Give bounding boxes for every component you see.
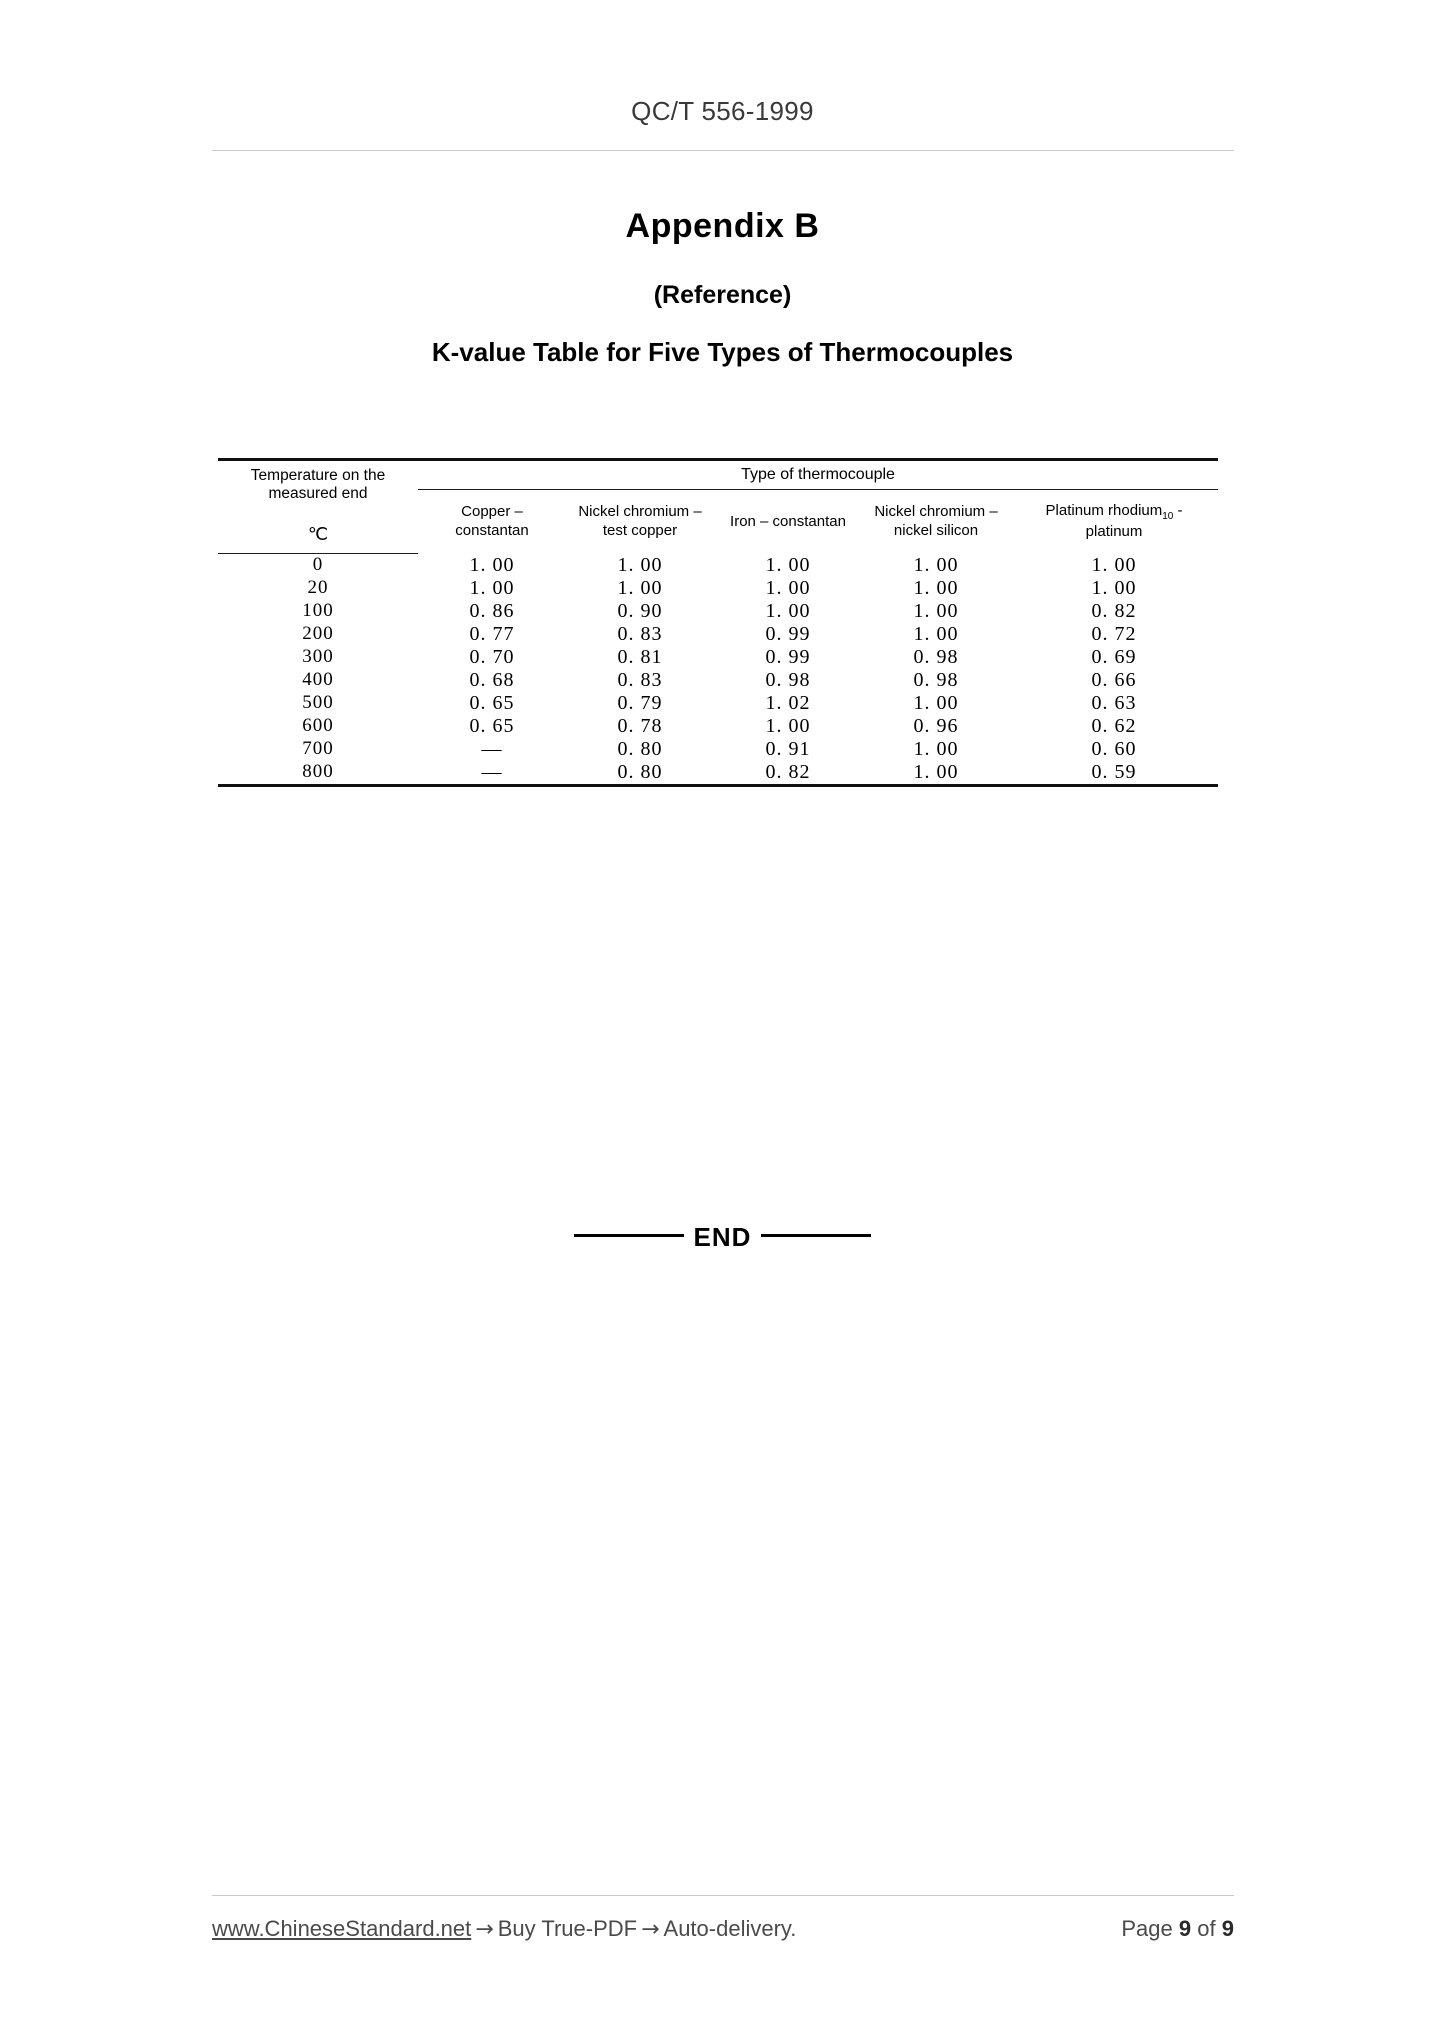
cell-value: 0. 91 bbox=[765, 737, 811, 760]
cell-value: 0. 60 bbox=[1091, 737, 1137, 760]
table-row bbox=[218, 669, 1218, 692]
footer-divider bbox=[212, 1895, 1234, 1896]
cell-value: 1. 00 bbox=[913, 737, 959, 760]
cell-value: 0. 82 bbox=[765, 760, 811, 783]
appendix-reference-label: (Reference) bbox=[653, 281, 792, 309]
end-marker bbox=[0, 1222, 1445, 1253]
arrow-icon-2: → bbox=[641, 1917, 660, 1942]
cell-value: 0. 68 bbox=[469, 668, 515, 691]
cell-temperature: 600 bbox=[302, 715, 334, 736]
cell-value: 0. 66 bbox=[1091, 668, 1137, 691]
cell-value: 1. 00 bbox=[1091, 553, 1137, 576]
cell-value: 0. 98 bbox=[913, 668, 959, 691]
page-header-standard-number: QC/T 556-1999 bbox=[631, 96, 814, 126]
cell-value: 0. 62 bbox=[1091, 714, 1137, 737]
corner-unit-label: ℃ bbox=[307, 524, 329, 544]
cell-value: 0. 69 bbox=[1091, 645, 1137, 668]
cell-value: 1. 00 bbox=[913, 599, 959, 622]
cell-value: 1. 00 bbox=[469, 576, 515, 599]
cell-value: 0. 98 bbox=[913, 645, 959, 668]
cell-value: 0. 80 bbox=[617, 760, 663, 783]
kvalue-table-container bbox=[218, 458, 1218, 787]
cell-value: 1. 00 bbox=[913, 622, 959, 645]
table-corner-cell bbox=[218, 461, 418, 554]
cell-value: 1. 00 bbox=[913, 760, 959, 783]
cell-value: 0. 99 bbox=[765, 622, 811, 645]
page-total: 9 bbox=[1221, 1916, 1234, 1941]
chinese-standard-link[interactable]: www.ChineseStandard.net bbox=[212, 1916, 472, 1941]
thermocouple-type-group-header: Type of thermocouple bbox=[418, 461, 1218, 490]
corner-temperature-label: Temperature on the measured end bbox=[250, 467, 386, 502]
cell-temperature: 500 bbox=[302, 692, 334, 713]
table-row bbox=[218, 577, 1218, 600]
cell-temperature: 0 bbox=[312, 554, 324, 576]
column-header-nickel-chromium-nickel-silicon: Nickel chromium – nickel silicon bbox=[874, 503, 998, 539]
cell-value: 0. 78 bbox=[617, 714, 663, 737]
table-title: K-value Table for Five Types of Thermocouples bbox=[431, 337, 1014, 367]
table-row bbox=[218, 692, 1218, 715]
cell-value: 0. 82 bbox=[1091, 599, 1137, 622]
cell-value: 0. 80 bbox=[617, 737, 663, 760]
cell-value: 0. 98 bbox=[765, 668, 811, 691]
cell-value: 1. 02 bbox=[765, 691, 811, 714]
cell-value: 0. 86 bbox=[469, 599, 515, 622]
kvalue-table bbox=[218, 461, 1218, 784]
page-word: Page bbox=[1121, 1916, 1173, 1941]
arrow-icon-1: → bbox=[475, 1917, 494, 1942]
cell-value: 0. 81 bbox=[617, 645, 663, 668]
appendix-title: Appendix B bbox=[625, 207, 820, 245]
page-number: 9 bbox=[1178, 1916, 1192, 1941]
cell-value: 1. 00 bbox=[765, 553, 811, 576]
cell-value: 0. 72 bbox=[1091, 622, 1137, 645]
cell-temperature: 20 bbox=[307, 577, 329, 598]
of-word: of bbox=[1197, 1916, 1216, 1941]
table-row bbox=[218, 600, 1218, 623]
cell-temperature: 800 bbox=[302, 761, 334, 782]
cell-value: — bbox=[481, 760, 503, 783]
buy-true-pdf-text: Buy True-PDF bbox=[497, 1916, 638, 1941]
cell-value: 0. 83 bbox=[617, 622, 663, 645]
cell-value: 1. 00 bbox=[617, 576, 663, 599]
table-row bbox=[218, 715, 1218, 738]
cell-value: 1. 00 bbox=[617, 553, 663, 576]
cell-value: 0. 65 bbox=[469, 691, 515, 714]
table-row bbox=[218, 646, 1218, 669]
cell-value: 0. 65 bbox=[469, 714, 515, 737]
cell-value: 1. 00 bbox=[765, 714, 811, 737]
cell-value: 0. 77 bbox=[469, 622, 515, 645]
end-label: END bbox=[693, 1222, 752, 1252]
column-header-nickel-chromium-test-copper: Nickel chromium – test copper bbox=[578, 503, 702, 539]
table-bottom-rule bbox=[218, 784, 1218, 787]
cell-value: 0. 70 bbox=[469, 645, 515, 668]
table-row bbox=[218, 738, 1218, 761]
cell-value: 1. 00 bbox=[765, 576, 811, 599]
column-header-copper-constantan: Copper – constantan bbox=[455, 503, 529, 539]
cell-value: 0. 83 bbox=[617, 668, 663, 691]
end-rule-right bbox=[761, 1234, 871, 1237]
cell-value: 0. 59 bbox=[1091, 760, 1137, 783]
cell-value: — bbox=[481, 737, 503, 760]
column-header-platinum-rhodium-platinum: Platinum rhodium$_{10}$ - platinum bbox=[1045, 501, 1183, 541]
footer-left-group bbox=[212, 1916, 796, 1942]
cell-value: 0. 90 bbox=[617, 599, 663, 622]
auto-delivery-text: Auto-delivery. bbox=[663, 1916, 797, 1941]
cell-value: 1. 00 bbox=[913, 576, 959, 599]
cell-temperature: 100 bbox=[302, 600, 334, 621]
end-rule-left bbox=[574, 1234, 684, 1237]
cell-value: 1. 00 bbox=[913, 553, 959, 576]
cell-temperature: 700 bbox=[302, 738, 334, 759]
cell-temperature: 300 bbox=[302, 646, 334, 667]
table-row bbox=[218, 761, 1218, 784]
column-header-iron-constantan: Iron – constantan bbox=[730, 512, 846, 530]
cell-value: 0. 79 bbox=[617, 691, 663, 714]
cell-value: 0. 99 bbox=[765, 645, 811, 668]
cell-temperature: 400 bbox=[302, 669, 334, 690]
cell-value: 1. 00 bbox=[469, 553, 515, 576]
cell-value: 0. 96 bbox=[913, 714, 959, 737]
cell-temperature: 200 bbox=[302, 623, 334, 644]
table-header-group-row bbox=[218, 461, 1218, 490]
cell-value: 0. 63 bbox=[1091, 691, 1137, 714]
cell-value: 1. 00 bbox=[1091, 576, 1137, 599]
header-divider bbox=[212, 150, 1234, 151]
cell-value: 1. 00 bbox=[913, 691, 959, 714]
footer-page-indicator bbox=[1121, 1916, 1234, 1942]
cell-value: 1. 00 bbox=[765, 599, 811, 622]
table-row bbox=[218, 623, 1218, 646]
table-row bbox=[218, 554, 1218, 577]
